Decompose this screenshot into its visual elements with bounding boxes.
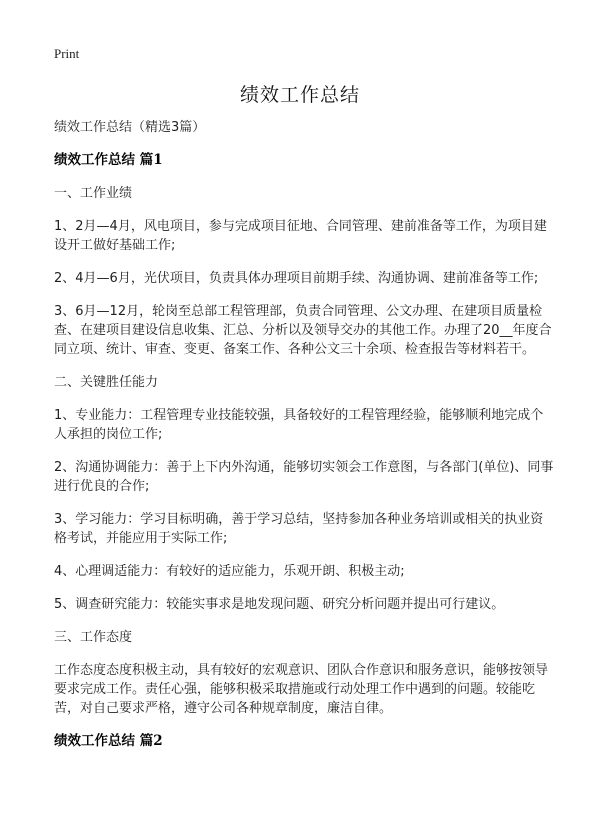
- list-item: 2、4月—6月，光伏项目，负责具体办理项目前期手续、沟通协调、建前准备等工作;: [54, 271, 539, 286]
- list-item: 5、调查研究能力：较能实事求是地发现问题、研究分析问题并提出可行建议。: [54, 597, 505, 612]
- page-title: 绩效工作总结: [239, 84, 360, 106]
- list-item: 3、学习能力：学习目标明确，善于学习总结，坚持参加各种业务培训或相关的执业资格考试，并能应用于实际工作;: [54, 512, 544, 546]
- print-label: Print: [54, 46, 80, 61]
- paragraph-work-attitude: 工作态度态度积极主动，具有较好的宏观意识、团队合作意识和服务意识，能够按领导要求完成工作。责任心强，能够积极采取措施或行动处理工作中遇到的问题。较能吃苦，对自己要求严格，遵守公司各种规章制度，廉洁自律。: [54, 663, 549, 716]
- list-item: 4、心理调适能力：有较好的适应能力，乐观开朗、积极主动;: [54, 564, 405, 579]
- document-subtitle: 绩效工作总结（精选3篇）: [54, 120, 206, 135]
- document-body: [54, 118, 554, 765]
- section-heading-work-performance: 一、工作业绩: [54, 186, 133, 201]
- article-1-heading: 绩效工作总结 篇1: [54, 152, 163, 168]
- list-item: 1、专业能力：工程管理专业技能较强，具备较好的工程管理经验，能够顺利地完成个人承担的岗位工作;: [54, 408, 544, 442]
- article-2-heading: 绩效工作总结 篇2: [54, 733, 163, 749]
- list-item: 2、沟通协调能力：善于上下内外沟通，能够切实领会工作意图，与各部门(单位)、同事进行优良的合作;: [54, 460, 554, 494]
- section-heading-key-competencies: 二、关键胜任能力: [54, 375, 159, 390]
- list-item: 3、6月—12月，轮岗至总部工程管理部，负责合同管理、公文办理、在建项目质量检查、在建项目建设信息收集、汇总、分析以及领导交办的其他工作。办理了20__年度合同立项、统计、审查、变更、备案工作、各种公文三十余项、检查报告等材料若干。: [54, 304, 552, 357]
- section-heading-work-attitude: 三、工作态度: [54, 630, 133, 645]
- list-item: 1、2月—4月，风电项目，参与完成项目征地、合同管理、建前准备等工作，为项目建设开工做好基础工作;: [54, 219, 547, 253]
